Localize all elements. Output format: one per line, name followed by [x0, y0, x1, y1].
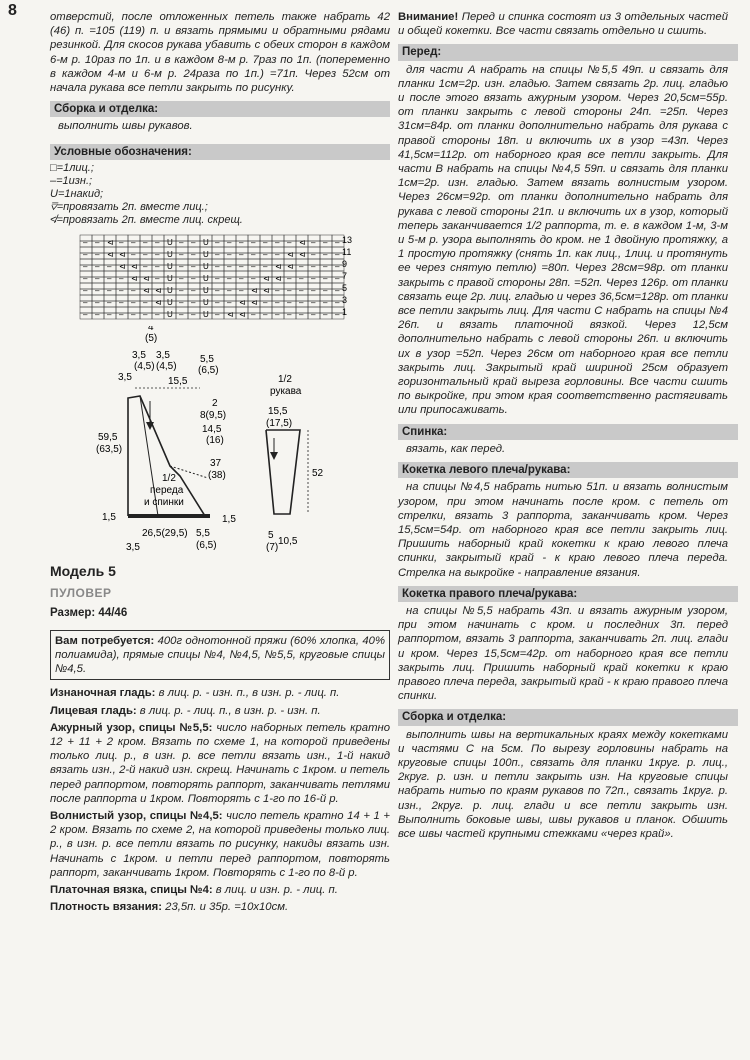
- chart-symbol: –: [275, 297, 280, 307]
- chart-symbol: –: [155, 273, 160, 283]
- chart-symbol: –: [311, 249, 316, 259]
- chart-symbol: ⊲: [239, 309, 246, 319]
- chart-symbol: –: [155, 309, 160, 319]
- row-label: 1: [342, 306, 348, 317]
- chart-row-labels: [342, 235, 352, 317]
- legend-item: U=1накид;: [50, 187, 104, 200]
- chart-symbol: –: [143, 309, 148, 319]
- chart-symbol: –: [227, 261, 232, 271]
- chart-symbol: –: [83, 261, 88, 271]
- chart-symbol: –: [83, 297, 88, 307]
- chart-width-label: 4: [148, 325, 154, 333]
- chart-symbol: –: [143, 297, 148, 307]
- chart-symbol: –: [227, 297, 232, 307]
- chart-symbol: –: [191, 297, 196, 307]
- right-yoke-text: на спицы №5,5 набрать 43п. и вязать ажурным узором, при этом начинать с кром. и последних 3п. перед раппортом, вязать 3 раппорта, заканчивать 2п. лиц. глади и кром. Через 15,5см=42р. от наборного края все петли закрыть лиц. Пришить наборный край кокетки к краю правого плеча переда, закрытый край - к краю правого плеча спинки.: [398, 604, 728, 703]
- chart-symbol: –: [299, 297, 304, 307]
- chart-symbol: –: [95, 297, 100, 307]
- chart-symbol: –: [299, 309, 304, 319]
- dim-label: 37: [210, 457, 222, 469]
- chart-symbol: –: [215, 285, 220, 295]
- row-label: 11: [342, 246, 352, 257]
- chart-symbol: –: [215, 309, 220, 319]
- chart-symbol: –: [299, 261, 304, 271]
- dim-label: (6,5): [196, 539, 217, 551]
- chart-symbol: U: [167, 249, 173, 259]
- dim-label: (38): [208, 469, 226, 481]
- chart-symbol: –: [239, 261, 244, 271]
- row-label: 13: [342, 234, 353, 245]
- chart-symbol: –: [263, 261, 268, 271]
- chart-symbol: –: [119, 273, 124, 283]
- bottom-band: [128, 514, 210, 518]
- chart-symbol: –: [227, 237, 232, 247]
- chart-symbol: ⊲: [131, 273, 138, 283]
- legend-item: ≮=провязать 2п. вместе лиц. скрещ.: [50, 213, 243, 226]
- piece-label: и спинки: [144, 496, 184, 508]
- chart-symbol: –: [275, 285, 280, 295]
- attention-label: Внимание!: [398, 11, 459, 23]
- chart-symbol: –: [335, 249, 340, 259]
- chart-symbol: ⊲: [287, 261, 294, 271]
- chart-symbol: –: [107, 309, 112, 319]
- gauge-text: 23,5п. и 35р. =10х10см.: [162, 901, 289, 914]
- dim-label: 14,5: [202, 423, 222, 435]
- k2tog-symbol-icon: ⩢: [50, 200, 57, 213]
- chart-symbol: U: [203, 237, 209, 247]
- chart-symbol: –: [107, 285, 112, 295]
- row-label: 3: [342, 294, 348, 305]
- chart-symbol: ⊲: [251, 297, 258, 307]
- chart-symbol: –: [239, 237, 244, 247]
- dim-label: 5,5: [200, 353, 214, 365]
- chart-symbol: ⊲: [143, 273, 150, 283]
- arrow-down-icon: [270, 452, 278, 460]
- chart-symbol: –: [335, 297, 340, 307]
- chart-symbol: –: [323, 297, 328, 307]
- attention-text: Перед и спинка состоят из 3 отдельных частей и общей кокетки. Все части связать отдельно и сшить.: [398, 11, 728, 38]
- chart-symbol: –: [179, 261, 184, 271]
- chart-symbol: –: [239, 273, 244, 283]
- dim-label: 5,5: [196, 527, 210, 539]
- right-column: [398, 10, 728, 844]
- dim-label: 15,5: [168, 375, 188, 387]
- chart-symbol: ⊲: [119, 261, 126, 271]
- model-type: ПУЛОВЕР: [50, 586, 112, 601]
- chart-symbol: ⊲: [263, 285, 270, 295]
- chart-symbol: –: [287, 297, 292, 307]
- dim-label: 10,5: [278, 535, 298, 547]
- chart-symbol: –: [275, 237, 280, 247]
- chart-symbol: –: [263, 309, 268, 319]
- stitch-label: Волнистый узор, спицы №4,5:: [50, 810, 223, 823]
- chart-symbol: –: [191, 249, 196, 259]
- purl-symbol-icon: –: [50, 174, 57, 187]
- chart-symbol: –: [95, 237, 100, 247]
- legend-heading: Условные обозначения:: [50, 144, 390, 160]
- stitch-label: Изнаночная гладь:: [50, 687, 156, 700]
- chart-symbol: –: [107, 261, 112, 271]
- right-yoke-heading: Кокетка правого плеча/рукава:: [398, 586, 738, 602]
- chart-symbol: –: [227, 273, 232, 283]
- chart-symbol: –: [239, 249, 244, 259]
- chart-symbol: U: [167, 297, 173, 307]
- chart-symbol: ⊲: [119, 249, 126, 259]
- knitting-chart-svg: [50, 231, 390, 326]
- chart-symbol: U: [203, 273, 209, 283]
- chart-symbol: ⊲: [275, 273, 282, 283]
- chart-symbol: –: [191, 309, 196, 319]
- dim-label: (16): [206, 434, 224, 446]
- chart-symbol: –: [335, 285, 340, 295]
- chart-symbol: –: [335, 237, 340, 247]
- page-number: 8: [8, 2, 17, 19]
- chart-symbol: ⊲: [263, 273, 270, 283]
- chart-symbol: –: [311, 285, 316, 295]
- chart-symbol: –: [311, 261, 316, 271]
- chart-symbol: –: [107, 273, 112, 283]
- stitch-label: Лицевая гладь:: [50, 704, 137, 717]
- chart-symbol: –: [191, 273, 196, 283]
- chart-symbol: –: [191, 261, 196, 271]
- legend-list: [50, 162, 390, 227]
- chart-symbol: –: [95, 261, 100, 271]
- chart-symbol: –: [143, 261, 148, 271]
- chart-symbol: –: [131, 309, 136, 319]
- chart-symbol: –: [143, 249, 148, 259]
- chart-symbol: –: [335, 261, 340, 271]
- chart-symbol: –: [191, 237, 196, 247]
- yarn-over-symbol-icon: U: [50, 187, 58, 200]
- chart-symbol: U: [203, 285, 209, 295]
- dim-label: 2: [212, 397, 218, 409]
- chart-symbol: ⊲: [155, 285, 162, 295]
- chart-symbol: –: [227, 285, 232, 295]
- chart-symbol: –: [179, 297, 184, 307]
- sleeve-label: рукава: [270, 385, 302, 397]
- chart-symbol: –: [311, 297, 316, 307]
- chart-symbol: –: [275, 309, 280, 319]
- stitch-text: число петель кратно 14 + 1 + 2 кром. Вязать по схеме 2, на которой приведены только лиц. р., в изн. р. все петли вязать по рисунку, накиды вязать изн. Начинать с 1кром. и петли перед раппортом, повторять раппорт, заканчивать 1кром. Повторять с 1-го по 8-й р.: [50, 810, 391, 879]
- chart-symbol: –: [263, 249, 268, 259]
- chart-symbol: U: [167, 261, 173, 271]
- dim-label: 59,5: [98, 431, 118, 443]
- chart-symbol: –: [95, 285, 100, 295]
- chart-symbol: –: [143, 237, 148, 247]
- front-heading: Перед:: [398, 44, 738, 60]
- chart-symbol: –: [263, 237, 268, 247]
- legend-item: –=1изн.;: [50, 174, 93, 187]
- final-assembly-text: выполнить швы на вертикальных краях между кокетками и частями С на 5см. По вырезу горловины набрать на круговые спицы 100п., связать для планки 1круг. р. лиц., 2круг. р. изн. и петли закрыть изн. На круговые спицы набрать нитью по краям рукавов по 72п., связать 1круг. р. изн., 2круг. р. лиц. глади и все петли закрыть изн. Выполнить боковые швы, швы рукавов и планок. Обшить все швы частей крупными стежками «через край».: [398, 728, 728, 840]
- chart-symbol: –: [227, 249, 232, 259]
- left-column: [50, 10, 390, 917]
- chart-symbol: –: [287, 309, 292, 319]
- chart-symbol: –: [179, 309, 184, 319]
- chart-symbol: –: [251, 237, 256, 247]
- chart-symbol: –: [323, 249, 328, 259]
- chart-symbol: –: [299, 273, 304, 283]
- chart-symbol: –: [131, 297, 136, 307]
- gauge-label: Плотность вязания:: [50, 901, 163, 914]
- chart-symbol: –: [287, 237, 292, 247]
- materials-box: [50, 630, 390, 680]
- k2tog-tbl-symbol-icon: ≮: [50, 213, 57, 226]
- chart-symbol: U: [167, 237, 173, 247]
- chart-symbol: –: [335, 273, 340, 283]
- sleeve-continuation-text: отверстий, после отложенных петель также набрать 42 (46) п. =105 (119) п. и вязать прямыми и обратными рядами резинкой. Для скосов рукава убавить с обеих сторон в каждом 6-м р. 10раз по 1п. и в каждом 8-м р. 7раз по 1п. (попеременно в каждом 4-м и 6-м р. 24раза по 1п.) =71п. Через 52см от начала рукава все петли закрыть по рисунку.: [50, 11, 390, 95]
- chart-symbol: –: [311, 273, 316, 283]
- chart-symbol: –: [95, 273, 100, 283]
- chart-symbol: –: [155, 237, 160, 247]
- dim-label: 3,5: [126, 541, 140, 553]
- chart-symbol: –: [323, 309, 328, 319]
- chart-symbol: –: [215, 273, 220, 283]
- chart-symbol: –: [95, 309, 100, 319]
- chart-symbol: ⊲: [227, 309, 234, 319]
- chart-symbol: –: [155, 249, 160, 259]
- model-size: Размер: 44/46: [50, 607, 128, 620]
- chart-symbol: –: [179, 285, 184, 295]
- chart-symbol: U: [203, 261, 209, 271]
- dim-label: (17,5): [266, 417, 293, 429]
- stitch-text: в лиц. и изн. р. - лиц. п.: [212, 884, 338, 897]
- chart-symbol: ⊲: [143, 285, 150, 295]
- chart-symbol: U: [203, 309, 209, 319]
- chart-symbol: –: [215, 237, 220, 247]
- assembly-text: выполнить швы рукавов.: [58, 120, 193, 133]
- chart-symbol: –: [299, 285, 304, 295]
- left-yoke-heading: Кокетка левого плеча/рукава:: [398, 462, 738, 478]
- chart-symbol: –: [179, 249, 184, 259]
- chart-symbol: ⊲: [299, 237, 306, 247]
- chart-symbol: –: [215, 261, 220, 271]
- chart-symbol: ⊲: [239, 297, 246, 307]
- knitting-chart: [50, 231, 390, 326]
- knit-symbol-icon: □: [50, 161, 57, 174]
- chart-symbol: –: [275, 249, 280, 259]
- chart-symbol: –: [263, 297, 268, 307]
- chart-symbol: –: [323, 285, 328, 295]
- chart-symbol: –: [83, 285, 88, 295]
- row-label: 5: [342, 282, 348, 293]
- chart-symbol: –: [251, 273, 256, 283]
- back-text: вязать, как перед.: [406, 442, 506, 455]
- model-title: Модель 5: [50, 562, 116, 579]
- chart-symbol: U: [203, 297, 209, 307]
- dim-label: (6,5): [198, 364, 219, 376]
- stitch-text: число наборных петель кратно 12 + 11 + 2 кром. Вязать по схеме 1, на которой приведены только лиц. р., в изн. р. все петли вязать изн., 1-й накид вязать изн., 2-й накид изн. скрещ. Начинать с 1кром. и петель перед раппортом, повторять раппорт, заканчивать петлями после раппорта и 1кром. Повторять с 1-го по 16-й р.: [50, 721, 390, 805]
- chart-symbol: U: [167, 285, 173, 295]
- chart-symbol: ⊲: [275, 261, 282, 271]
- dim-label: 1,5: [222, 513, 236, 525]
- chart-symbol: –: [287, 285, 292, 295]
- chart-symbol: ⊲: [299, 249, 306, 259]
- row-label: 7: [342, 270, 348, 281]
- chart-symbol: –: [131, 249, 136, 259]
- dim-label: 3,5: [118, 371, 132, 383]
- chart-width-label-alt: (5): [145, 332, 158, 344]
- chart-symbol: –: [323, 273, 328, 283]
- garment-schematic: [50, 326, 390, 558]
- chart-symbol: –: [131, 237, 136, 247]
- chart-symbol: –: [119, 237, 124, 247]
- chart-symbol: ⊲: [287, 249, 294, 259]
- dim-label: (4,5): [156, 360, 177, 372]
- legend-item: ⩢=провязать 2п. вместе лиц.;: [50, 200, 208, 213]
- stitch-text: в лиц. р. - лиц. п., в изн. р. - изн. п.: [136, 704, 321, 717]
- chart-symbol: –: [239, 285, 244, 295]
- chart-symbol: –: [215, 297, 220, 307]
- chart-symbol: –: [311, 309, 316, 319]
- chart-symbol: ⊲: [107, 237, 114, 247]
- final-assembly-heading: Сборка и отделка:: [398, 709, 738, 725]
- dim-label: (4,5): [134, 360, 155, 372]
- chart-symbol: –: [83, 249, 88, 259]
- schematic-svg: [50, 326, 390, 558]
- left-yoke-text: на спицы №4,5 набрать нитью 51п. и вязать волнистым узором, при этом начинать после кром. с петель от стрелки, вязать 3 раппорта, заканчивать кром. Через 15,5см=54р. от наборного края все петли закрыть лиц. Пришить наборный край кокетки к краю левого плеча спинки, закрытый край - к краю левого плеча переда. Стрелка на выкройке - направление вязания.: [398, 481, 728, 579]
- chart-symbol: –: [179, 237, 184, 247]
- chart-symbol: U: [167, 309, 173, 319]
- front-text: для части А набрать на спицы №5,5 49п. и связать для планки 1см=2р. изн. гладью. Затем связать 2р. лиц. гладью и после этого вязать ажурным узором. Через 20,5см=55р. от планки закрыть с левой стороны 24п. =25п. Через 31см=84р. от планки дополнительно набрать для рукава с правой стороны 18п. и включить их в узор =43п. Через 41,5см=112р. от наборного края все петли закрыть. Для части В набрать на спицы №4,5 59п. и связать для планки 1см=2р. изн. гладью. Затем вязать волнистым узором. Через 26см=92р. от планки дополнительно набрать для рукава с левой стороны 21п. и включить их в узор, который теперь заканчивается 1/2 раппорта, т. е. в каждом 1-м, 3-м и 5-м р. узора выполнять до кром. не 1 двойную протяжку, а 1 простую протяжку (снять 1п. как лиц., 1лиц. и протянуть ее через снятую петлю) =80п. Через 28см=98р. от планки закрыть с правой стороны 28п. =52п. Через 126р. от планки связать еще 2р. лиц. гладью и через 36,5см=128р. от планки все петли закрыть лиц. Для части С набрать на спицы №4 26п. и вязать платочной вязкой. Через 12,5см дополнительно набрать с левой стороны 26п. и включить их в узор =52п. Через 26см от наборного края все петли закрыть лиц. Закрытый край шириной 25см образует горизонтальный край выреза горловины. Все части сшить по выкройке, при этом края соответственно растягивать или припосаживать.: [398, 63, 728, 417]
- dim-label: 8(9,5): [200, 409, 227, 421]
- chart-symbol: U: [167, 273, 173, 283]
- chart-symbol: –: [83, 237, 88, 247]
- chart-symbol: –: [179, 273, 184, 283]
- dim-label: (7): [266, 541, 279, 553]
- chart-symbol: –: [323, 237, 328, 247]
- dim-label: 15,5: [268, 405, 288, 417]
- piece-label: 1/2: [162, 472, 176, 484]
- chart-symbol: –: [287, 273, 292, 283]
- chart-symbol: –: [215, 249, 220, 259]
- chart-symbol: –: [251, 309, 256, 319]
- stitch-text: в лиц. р. - изн. п., в изн. р. - лиц. п.: [155, 687, 340, 700]
- chart-symbol: –: [107, 297, 112, 307]
- chart-symbol: ⊲: [107, 249, 114, 259]
- sleeve-outline: [266, 430, 300, 514]
- materials-text: 400г однотонной пряжи (60% хлопка, 40% полиамида), прямые спицы №4, №4,5, №5,5, круговые спицы №4,5.: [55, 635, 385, 676]
- dim-label: 52: [312, 467, 324, 479]
- dim-label: 26,5(29,5): [142, 527, 188, 539]
- chart-symbol: –: [83, 309, 88, 319]
- assembly-heading: Сборка и отделка:: [50, 101, 390, 117]
- chart-symbol: –: [83, 273, 88, 283]
- back-heading: Спинка:: [398, 424, 738, 440]
- chart-symbol: U: [203, 249, 209, 259]
- materials-label: Вам потребуется:: [55, 635, 155, 648]
- chart-symbol: –: [119, 285, 124, 295]
- chart-symbol: –: [131, 285, 136, 295]
- chart-symbol: –: [191, 285, 196, 295]
- chart-symbol: –: [119, 297, 124, 307]
- dim-label: (63,5): [96, 443, 123, 455]
- row-label: 9: [342, 258, 348, 269]
- chart-symbol: –: [119, 309, 124, 319]
- dim-label: 5: [268, 529, 274, 541]
- chart-grid: [80, 235, 344, 319]
- dim-label: 3,5: [132, 349, 146, 361]
- dim-label: 1,5: [102, 511, 116, 523]
- legend-item: □=1лиц.;: [50, 161, 94, 174]
- chart-symbol: –: [323, 261, 328, 271]
- chart-symbol: –: [95, 249, 100, 259]
- chart-symbol: –: [335, 309, 340, 319]
- chart-symbol: ⊲: [155, 297, 162, 307]
- chart-symbol: –: [251, 249, 256, 259]
- piece-label: переда: [150, 484, 184, 496]
- stitch-label: Платочная вязка, спицы №4:: [50, 884, 213, 897]
- chart-symbol: ⊲: [131, 261, 138, 271]
- chart-symbol: ⊲: [251, 285, 258, 295]
- dim-label: 3,5: [156, 349, 170, 361]
- stitch-label: Ажурный узор, спицы №5,5:: [50, 721, 213, 734]
- chart-symbol: –: [155, 261, 160, 271]
- chart-symbol: –: [311, 237, 316, 247]
- chart-symbol: –: [251, 261, 256, 271]
- sleeve-label: 1/2: [278, 373, 292, 385]
